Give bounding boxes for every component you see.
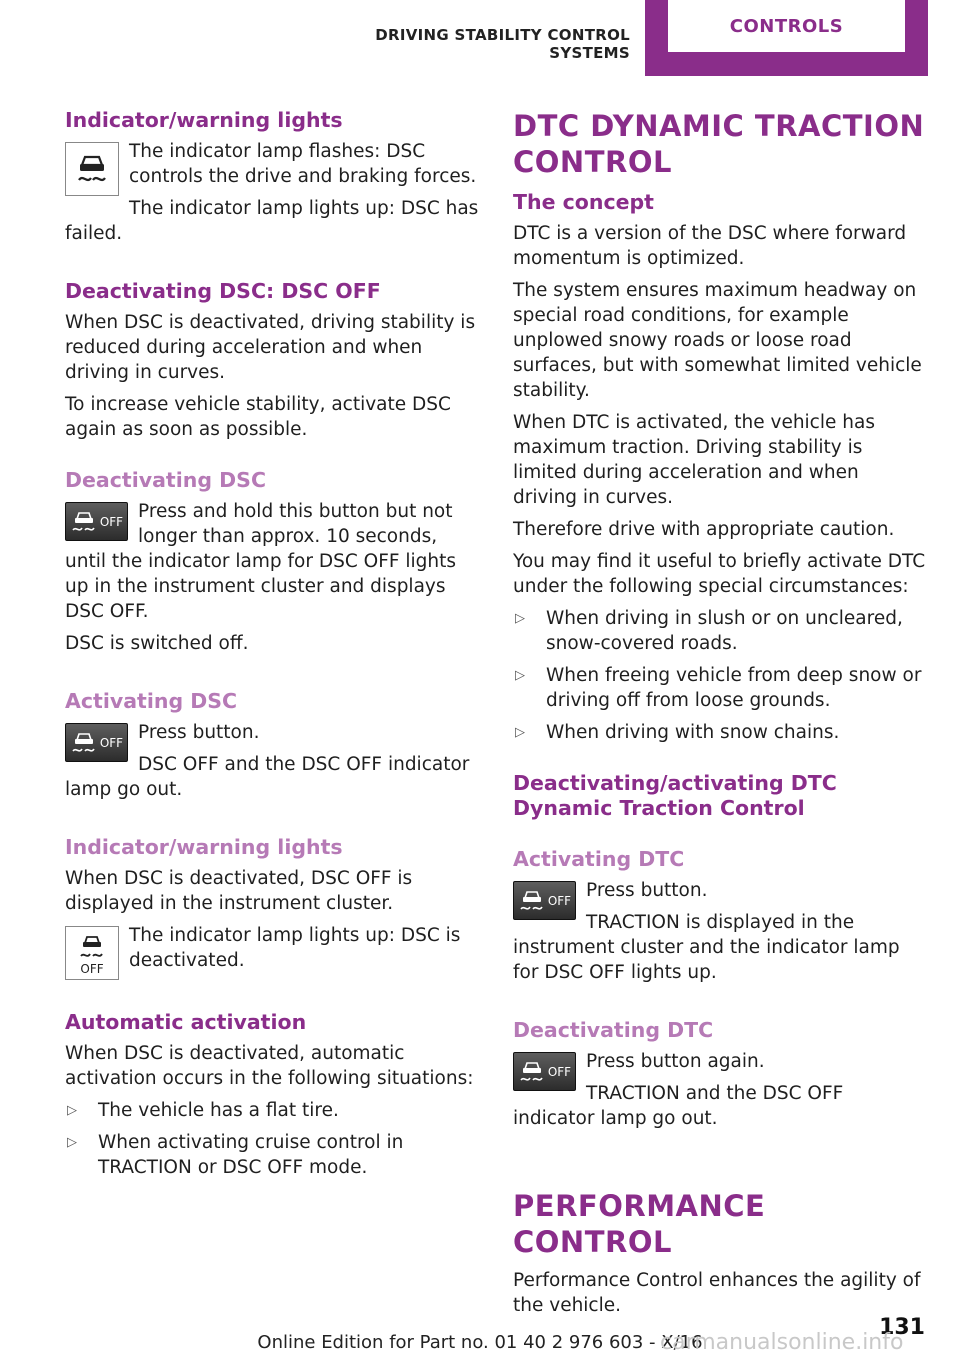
chapter-tab-label: CONTROLS	[668, 0, 905, 52]
button-off-label: OFF	[99, 514, 124, 529]
heading-deactivating-dsc-off: Deactivating DSC: DSC OFF	[65, 279, 381, 303]
button-off-label: OFF	[99, 735, 124, 750]
automatic-activation-list	[65, 1098, 480, 1180]
heading-dtc-dynamic-traction-control: DTC DYNAMIC TRACTION CONTROL	[513, 109, 925, 179]
list-item: ▷ The vehicle has a flat tire.	[67, 1100, 339, 1121]
heading-automatic-activation: Automatic activation	[65, 1010, 307, 1034]
bullet-marker: ▷	[515, 668, 525, 683]
deactivating-dtc-text-2: TRACTION and the DSC OFF indicator lamp go out.	[513, 1083, 844, 1129]
bullet-marker: ▷	[67, 1135, 77, 1150]
indicator-text-2: The indicator lamp lights up: DSC has failed.	[65, 198, 479, 244]
list-item: ▷ When driving with snow chains.	[515, 722, 840, 743]
button-off-label: OFF	[547, 1064, 572, 1079]
lamp-off-label: OFF	[80, 961, 104, 976]
activating-dsc-text-2: DSC OFF and the DSC OFF indicator lamp go out.	[65, 754, 470, 800]
indicator2-text-2: The indicator lamp lights up: DSC is deactivated.	[129, 925, 461, 971]
heading-indicator-warning-lights-2: Indicator/warning lights	[65, 835, 343, 859]
deactivating-dsc-text-1: Press and hold this button but not longer than approx. 10 seconds, until the indicator lamp for DSC OFF lights up in the instrument cluster and displays DSC OFF.	[65, 501, 457, 622]
activating-dtc-text-1: Press button.	[586, 880, 708, 901]
deactivating-dtc-text-1: Press button again.	[586, 1051, 765, 1072]
page-number: 131	[879, 1315, 925, 1340]
heading-deactivating-activating-dtc: Deactivating/activating DTC Dynamic Traction Control	[513, 771, 837, 820]
concept-text-3: When DTC is activated, the vehicle has maximum traction. Driving stability is limited during acceleration and when driving in curves.	[513, 412, 875, 508]
list-item: ▷ When freeing vehicle from deep snow or driving off from loose grounds.	[515, 665, 922, 711]
heading-activating-dsc: Activating DSC	[65, 689, 238, 713]
heading-the-concept: The concept	[513, 190, 654, 214]
heading-performance-control: PERFORMANCE CONTROL	[513, 1189, 766, 1259]
concept-text-1: DTC is a version of the DSC where forward momentum is optimized.	[513, 223, 907, 269]
concept-text-4: Therefore drive with appropriate caution.	[513, 519, 895, 540]
list-item: ▷ When activating cruise control in TRACTION or DSC OFF mode.	[67, 1132, 404, 1178]
left-column	[65, 108, 480, 1187]
dsc-indicator-lamp-icon	[65, 142, 119, 196]
performance-control-text: Performance Control enhances the agility of the vehicle.	[513, 1270, 921, 1316]
heading-activating-dtc: Activating DTC	[513, 847, 685, 871]
right-column	[513, 108, 928, 1325]
deactivating-text-1: When DSC is deactivated, driving stability is reduced during acceleration and when driving in curves.	[65, 312, 476, 383]
heading-deactivating-dtc: Deactivating DTC	[513, 1018, 714, 1042]
indicator-text-1: The indicator lamp flashes: DSC controls the drive and braking forces.	[129, 141, 477, 187]
button-off-label: OFF	[547, 893, 572, 908]
dsc-off-indicator-lamp-icon	[65, 926, 119, 980]
list-item: ▷ When driving in slush or on uncleared, snow-covered roads.	[515, 608, 903, 654]
heading-deactivating-dsc: Deactivating DSC	[65, 468, 266, 492]
footer-edition: Online Edition for Part no. 01 40 2 976 603 - X/16	[257, 1332, 703, 1353]
activating-dtc-text-2: TRACTION is displayed in the instrument cluster and the indicator lamp for DSC OFF lights up.	[513, 912, 900, 983]
automatic-activation-text: When DSC is deactivated, automatic activation occurs in the following situations:	[65, 1043, 474, 1089]
concept-text-2: The system ensures maximum headway on special road conditions, for example unplowed snowy roads or loose road surfaces, but with somewhat limited vehicle stability.	[513, 280, 922, 401]
bullet-marker: ▷	[515, 725, 525, 740]
heading-indicator-warning-lights: Indicator/warning lights	[65, 108, 343, 132]
indicator2-text-1: When DSC is deactivated, DSC OFF is displayed in the instrument cluster.	[65, 868, 413, 914]
deactivating-dsc-text-2: DSC is switched off.	[65, 633, 249, 654]
watermark: carmanualsonline.info	[660, 1330, 904, 1355]
bullet-marker: ▷	[515, 611, 525, 626]
bullet-marker: ▷	[67, 1103, 77, 1118]
dsc-off-button-icon	[65, 723, 128, 762]
dsc-off-button-icon	[513, 881, 576, 920]
deactivating-text-2: To increase vehicle stability, activate DSC again as soon as possible.	[65, 394, 451, 440]
activating-dsc-text-1: Press button.	[138, 722, 260, 743]
dsc-off-button-icon	[513, 1052, 576, 1091]
running-header-section: DRIVING STABILITY CONTROL SYSTEMS	[375, 26, 630, 62]
dtc-circumstances-list	[513, 606, 928, 745]
chapter-tab	[645, 0, 928, 76]
dsc-off-button-icon	[65, 502, 128, 541]
concept-text-5: You may find it useful to briefly activate DTC under the following special circumstances:	[513, 551, 926, 597]
